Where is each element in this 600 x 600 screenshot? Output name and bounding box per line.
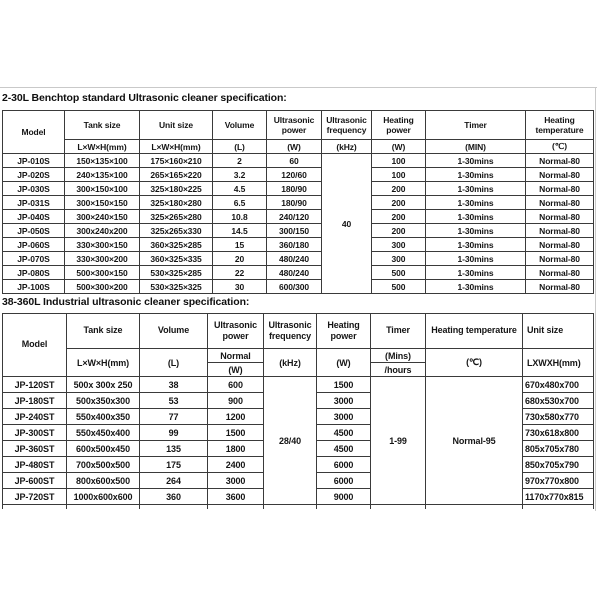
col-header-heating-power: Heating power: [372, 111, 426, 140]
cell-model: JP-480ST: [3, 457, 67, 473]
unit-unit-size: LXWXH(mm): [523, 349, 594, 377]
cell-volume: 2: [213, 154, 267, 168]
cell-unit: 325×265×280: [140, 210, 213, 224]
cell-tank: 300x240x200: [65, 224, 140, 238]
unit-ultrasonic-power-watts: (W): [208, 363, 264, 377]
cell-timer: 1-30mins: [426, 266, 526, 280]
cell-heating: 300: [372, 238, 426, 252]
cutoff-row: [3, 505, 594, 510]
unit-volume: (L): [140, 349, 208, 377]
cell-power: 3000: [208, 473, 264, 489]
cell-volume: 30: [213, 280, 267, 294]
cell-volume: 360: [140, 489, 208, 505]
cell-heating: 200: [372, 196, 426, 210]
cell-unit: 530×325×325: [140, 280, 213, 294]
cell-model: JP-240ST: [3, 409, 67, 425]
cell-power: 60: [267, 154, 322, 168]
cell-model: JP-040S: [3, 210, 65, 224]
cell-heating: 100: [372, 154, 426, 168]
cell-unit: 680x530x700: [523, 393, 594, 409]
table-row: [3, 280, 594, 294]
cell-heating: 6000: [317, 457, 371, 473]
cell-heating: 6000: [317, 473, 371, 489]
cell-volume: 10.8: [213, 210, 267, 224]
benchtop-table-title: 2-30L Benchtop standard Ultrasonic cleaner specification:: [2, 92, 287, 104]
cell-tank: 240×135×100: [65, 168, 140, 182]
cell-tank: 300×240×150: [65, 210, 140, 224]
cell-model: JP-060S: [3, 238, 65, 252]
cell-unit: 530×325×285: [140, 266, 213, 280]
cell-volume: 14.5: [213, 224, 267, 238]
industrial-table-body: [3, 377, 594, 510]
col-header-ultrasonic-power: Ultrasonic power: [267, 111, 322, 140]
cell-tank: 500x350x300: [67, 393, 140, 409]
cell-power: 480/240: [267, 252, 322, 266]
cutoff-cell: [208, 505, 264, 510]
cell-timer: 1-30mins: [426, 154, 526, 168]
header-unit-row: [3, 349, 594, 363]
cell-temp: Normal-80: [526, 168, 594, 182]
col-header-ultrasonic-power: Ultrasonic power: [208, 314, 264, 349]
cell-power: 300/150: [267, 224, 322, 238]
cell-model: JP-050S: [3, 224, 65, 238]
industrial-table-header: [3, 314, 594, 377]
col-header-heating-power: Heating power: [317, 314, 371, 349]
cell-tank: 500×300×200: [65, 280, 140, 294]
cell-timer: 1-30mins: [426, 280, 526, 294]
table-row: [3, 224, 594, 238]
cell-heating: 4500: [317, 441, 371, 457]
cell-model: JP-031S: [3, 196, 65, 210]
cell-temp: Normal-80: [526, 196, 594, 210]
cell-unit: 670x480x700: [523, 377, 594, 393]
unit-timer-mins: (Mins): [371, 349, 426, 363]
cell-power: 120/60: [267, 168, 322, 182]
cell-power: 180/90: [267, 196, 322, 210]
cell-power: 900: [208, 393, 264, 409]
cell-model: JP-010S: [3, 154, 65, 168]
cell-model: JP-120ST: [3, 377, 67, 393]
cutoff-cell: [264, 505, 317, 510]
col-header-model: Model: [3, 111, 65, 154]
cell-timer: 1-30mins: [426, 182, 526, 196]
cell-power: 600/300: [267, 280, 322, 294]
unit-unit-size: L×W×H(mm): [140, 140, 213, 154]
col-header-ultrasonic-frequency: Ultrasonic frequency: [322, 111, 372, 140]
cell-timer: 1-30mins: [426, 224, 526, 238]
cell-power: 2400: [208, 457, 264, 473]
cell-power: 1500: [208, 425, 264, 441]
cell-power: 360/180: [267, 238, 322, 252]
cell-power: 600: [208, 377, 264, 393]
cell-temp: Normal-80: [526, 238, 594, 252]
cell-power: 180/90: [267, 182, 322, 196]
cell-volume: 135: [140, 441, 208, 457]
cell-timer: 1-99: [371, 377, 426, 505]
cell-heating: 3000: [317, 393, 371, 409]
cell-tank: 1000x600x600: [67, 489, 140, 505]
cell-tank: 150×135×100: [65, 154, 140, 168]
cell-heating: 100: [372, 168, 426, 182]
col-header-unit-size: Unit size: [140, 111, 213, 140]
cell-volume: 22: [213, 266, 267, 280]
unit-heating-power: (W): [317, 349, 371, 377]
cell-temp: Normal-80: [526, 154, 594, 168]
benchtop-spec-table: [2, 110, 594, 294]
cutoff-cell: [317, 505, 371, 510]
cell-volume: 175: [140, 457, 208, 473]
cell-volume: 20: [213, 252, 267, 266]
cell-tank: 300×150×100: [65, 182, 140, 196]
cell-heating: 300: [372, 252, 426, 266]
cell-volume: 53: [140, 393, 208, 409]
unit-timer-hours: /hours: [371, 363, 426, 377]
header-unit-row: [3, 140, 594, 154]
cell-unit: 730x618x800: [523, 425, 594, 441]
table-row: [3, 252, 594, 266]
cutoff-cell: [371, 505, 426, 510]
table-row: [3, 182, 594, 196]
cell-heating: 200: [372, 182, 426, 196]
cell-unit: 265×165×220: [140, 168, 213, 182]
cell-power: 480/240: [267, 266, 322, 280]
cell-heating: 9000: [317, 489, 371, 505]
table-row: [3, 210, 594, 224]
cell-tank: 550x400x350: [67, 409, 140, 425]
unit-timer: (MIN): [426, 140, 526, 154]
cell-volume: 3.2: [213, 168, 267, 182]
cell-power: 240/120: [267, 210, 322, 224]
unit-volume: (L): [213, 140, 267, 154]
cell-tank: 300×150×150: [65, 196, 140, 210]
table-row: [3, 238, 594, 252]
cell-timer: 1-30mins: [426, 210, 526, 224]
cell-temp: Normal-80: [526, 266, 594, 280]
cell-frequency: 28/40: [264, 377, 317, 505]
cell-unit: 325×180×280: [140, 196, 213, 210]
table-row: [3, 266, 594, 280]
header-row: [3, 111, 594, 140]
cell-temp: Normal-80: [526, 280, 594, 294]
cutoff-cell: [140, 505, 208, 510]
cell-unit: 730x580x770: [523, 409, 594, 425]
col-header-timer: Timer: [426, 111, 526, 140]
unit-tank-size: L×W×H(mm): [65, 140, 140, 154]
col-header-unit-size: Unit size: [523, 314, 594, 349]
cell-temp: Normal-95: [426, 377, 523, 505]
col-header-heating-temperature: Heating temperature: [426, 314, 523, 349]
cell-temp: Normal-80: [526, 224, 594, 238]
cell-timer: 1-30mins: [426, 196, 526, 210]
table-row: [3, 377, 594, 393]
cell-temp: Normal-80: [526, 210, 594, 224]
unit-heating-temperature: (℃): [426, 349, 523, 377]
cutoff-cell: [3, 505, 67, 510]
col-header-timer: Timer: [371, 314, 426, 349]
unit-ultrasonic-power-normal: Normal: [208, 349, 264, 363]
col-header-volume: Volume: [213, 111, 267, 140]
cell-model: JP-360ST: [3, 441, 67, 457]
frame-line-horizontal: [0, 87, 597, 88]
cell-unit: 1170x770x815: [523, 489, 594, 505]
cell-frequency: 40: [322, 154, 372, 294]
table-row: [3, 154, 594, 168]
table-row: [3, 168, 594, 182]
header-row: [3, 314, 594, 349]
cell-volume: 15: [213, 238, 267, 252]
cell-model: JP-600ST: [3, 473, 67, 489]
col-header-tank-size: Tank size: [67, 314, 140, 349]
cell-tank: 600x500x450: [67, 441, 140, 457]
benchtop-table-body: [3, 154, 594, 294]
unit-heating-power: (W): [372, 140, 426, 154]
cell-unit: 325x265x330: [140, 224, 213, 238]
unit-ultrasonic-power: (W): [267, 140, 322, 154]
cell-timer: 1-30mins: [426, 238, 526, 252]
cell-tank: 330×300×150: [65, 238, 140, 252]
cell-temp: Normal-80: [526, 182, 594, 196]
benchtop-table-header: [3, 111, 594, 154]
col-header-heating-temperature: Heating temperature: [526, 111, 594, 140]
cell-volume: 264: [140, 473, 208, 489]
cell-volume: 6.5: [213, 196, 267, 210]
cell-model: JP-020S: [3, 168, 65, 182]
cell-heating: 1500: [317, 377, 371, 393]
cell-volume: 77: [140, 409, 208, 425]
unit-tank-size: L×W×H(mm): [67, 349, 140, 377]
unit-heating-temperature: (℃): [526, 140, 594, 154]
cell-heating: 4500: [317, 425, 371, 441]
cell-model: JP-300ST: [3, 425, 67, 441]
cell-power: 1800: [208, 441, 264, 457]
cell-unit: 805x705x780: [523, 441, 594, 457]
industrial-table-title: 38-360L Industrial ultrasonic cleaner specification:: [2, 296, 250, 308]
cell-volume: 99: [140, 425, 208, 441]
cell-model: JP-180ST: [3, 393, 67, 409]
cell-heating: 500: [372, 266, 426, 280]
cell-model: JP-720ST: [3, 489, 67, 505]
cell-model: JP-100S: [3, 280, 65, 294]
cell-tank: 500×300×150: [65, 266, 140, 280]
industrial-spec-table: [2, 313, 594, 509]
cell-heating: 200: [372, 210, 426, 224]
unit-ultrasonic-frequency: (kHz): [264, 349, 317, 377]
cell-model: JP-070S: [3, 252, 65, 266]
cell-tank: 330×300×200: [65, 252, 140, 266]
cell-volume: 4.5: [213, 182, 267, 196]
cell-unit: 850x705x790: [523, 457, 594, 473]
cutoff-cell: [523, 505, 594, 510]
unit-ultrasonic-frequency: (kHz): [322, 140, 372, 154]
cell-volume: 38: [140, 377, 208, 393]
frame-line-vertical: [595, 87, 596, 511]
cell-power: 1200: [208, 409, 264, 425]
cell-timer: 1-30mins: [426, 252, 526, 266]
cell-unit: 325×180×225: [140, 182, 213, 196]
cell-model: JP-030S: [3, 182, 65, 196]
cell-unit: 360×325×285: [140, 238, 213, 252]
cell-heating: 3000: [317, 409, 371, 425]
cell-unit: 970x770x800: [523, 473, 594, 489]
cell-temp: Normal-80: [526, 252, 594, 266]
col-header-model: Model: [3, 314, 67, 377]
cell-model: JP-080S: [3, 266, 65, 280]
cutoff-cell: [67, 505, 140, 510]
cell-tank: 550x450x400: [67, 425, 140, 441]
cell-power: 3600: [208, 489, 264, 505]
cell-heating: 500: [372, 280, 426, 294]
cell-heating: 200: [372, 224, 426, 238]
cell-unit: 175×160×210: [140, 154, 213, 168]
cell-tank: 500x 300x 250: [67, 377, 140, 393]
col-header-volume: Volume: [140, 314, 208, 349]
cell-tank: 800x600x500: [67, 473, 140, 489]
cell-timer: 1-30mins: [426, 168, 526, 182]
col-header-tank-size: Tank size: [65, 111, 140, 140]
col-header-ultrasonic-frequency: Ultrasonic frequency: [264, 314, 317, 349]
cutoff-cell: [426, 505, 523, 510]
cell-tank: 700x500x500: [67, 457, 140, 473]
cell-unit: 360×325×335: [140, 252, 213, 266]
table-row: [3, 196, 594, 210]
